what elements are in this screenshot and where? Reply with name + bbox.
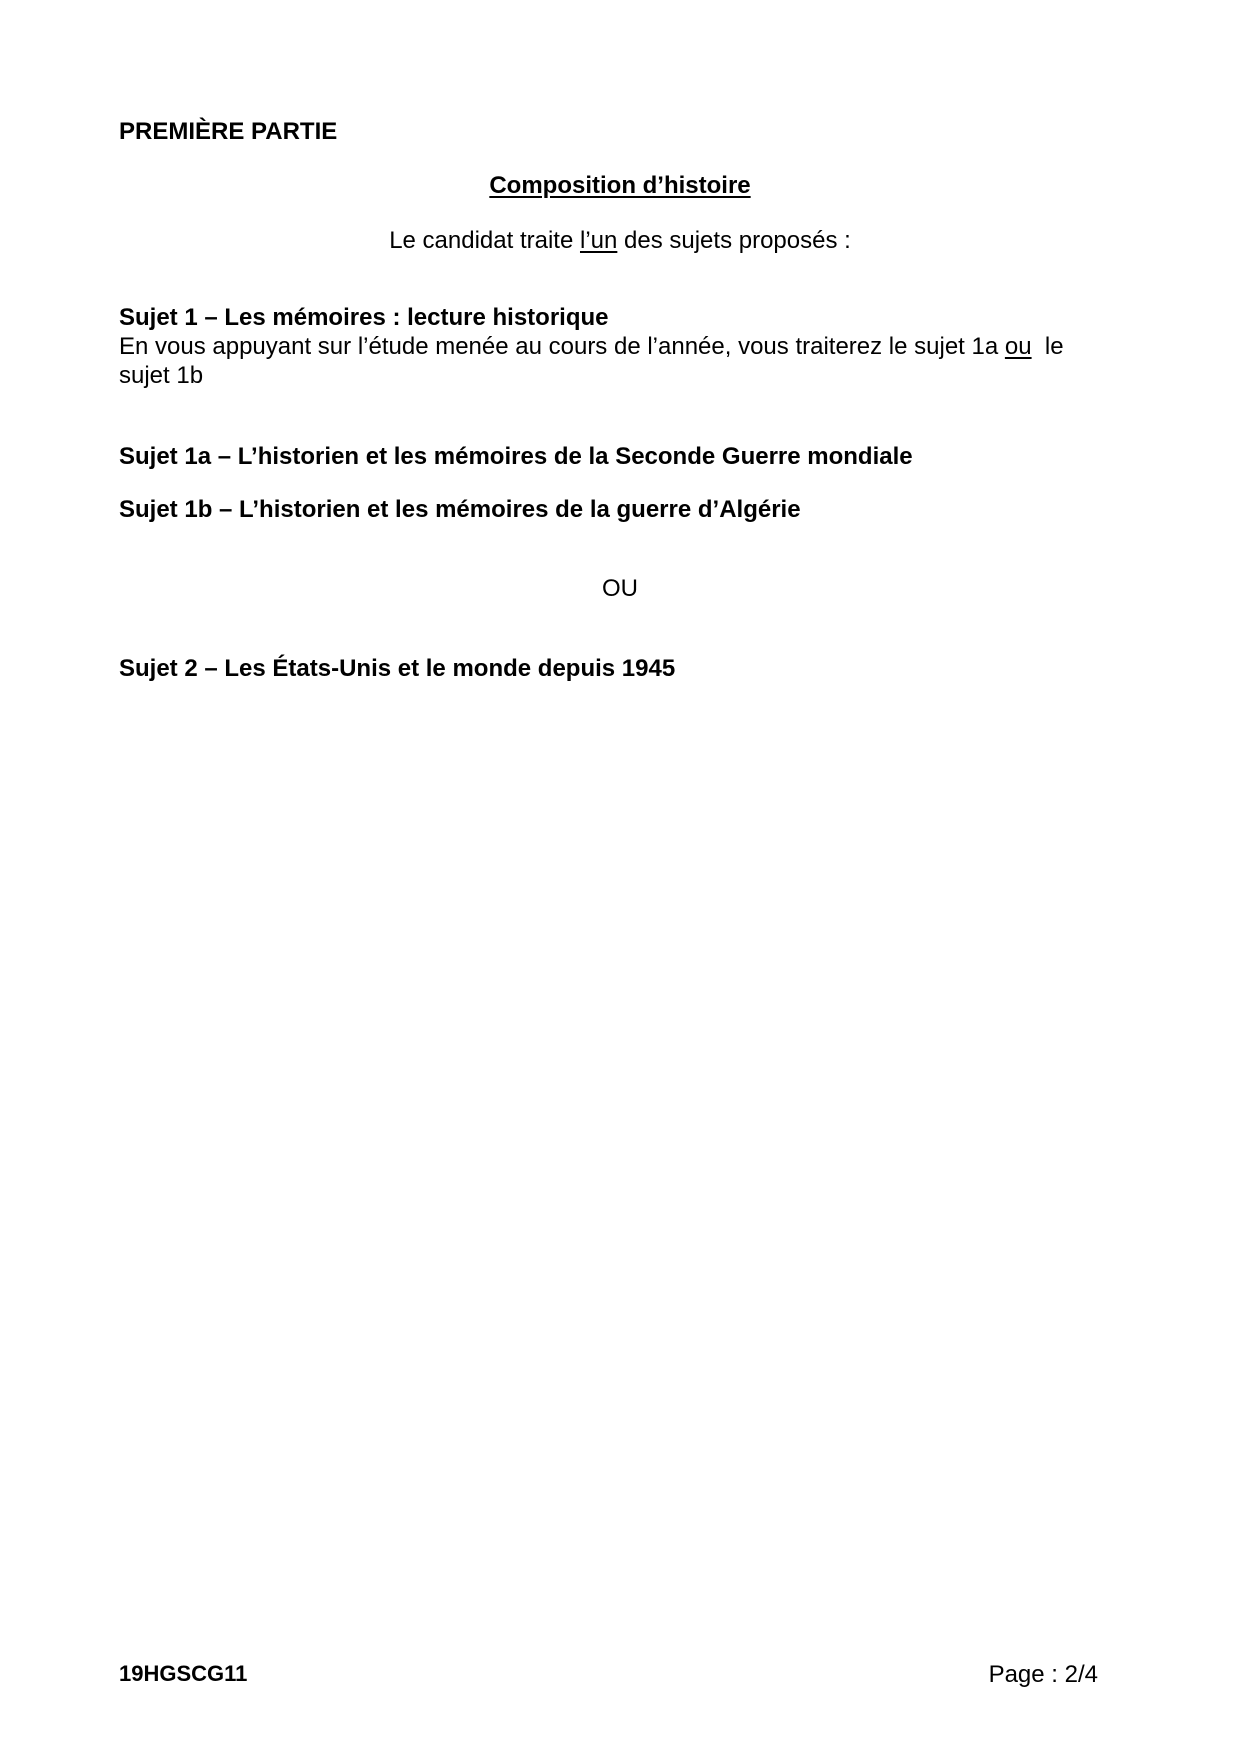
subject-2: Sujet 2 – Les États-Unis et le monde depuis 1945 [119, 655, 676, 682]
or-separator: OU [602, 575, 638, 602]
subject-1-text-before: En vous appuyant sur l’étude menée au cours de l’année, vous traiterez le sujet 1a [119, 333, 1005, 360]
instruction-text [0, 227, 1240, 255]
section-title-text: Composition d’histoire [489, 172, 751, 199]
footer-document-code: 19HGSCG11 [119, 1661, 248, 1686]
subject-1b: Sujet 1b – L’historien et les mémoires de la guerre d’Algérie [119, 496, 801, 523]
part-title: PREMIÈRE PARTIE [119, 118, 338, 145]
instruction-after: des sujets proposés : [617, 227, 851, 254]
subject-1-heading: Sujet 1 – Les mémoires : lecture historique [119, 304, 609, 331]
section-title [0, 172, 1240, 200]
footer-page-number: Page : 2/4 [988, 1661, 1098, 1688]
subject-1-text-emphasis: ou [1004, 333, 1032, 360]
subject-1a: Sujet 1a – L’historien et les mémoires de la Seconde Guerre mondiale [119, 443, 913, 470]
subject-1-block [119, 303, 1119, 390]
instruction-before: Le candidat traite [389, 227, 580, 254]
instruction-emphasis: l’un [579, 227, 618, 254]
subject-1-text-after: le sujet 1b [119, 333, 1071, 389]
